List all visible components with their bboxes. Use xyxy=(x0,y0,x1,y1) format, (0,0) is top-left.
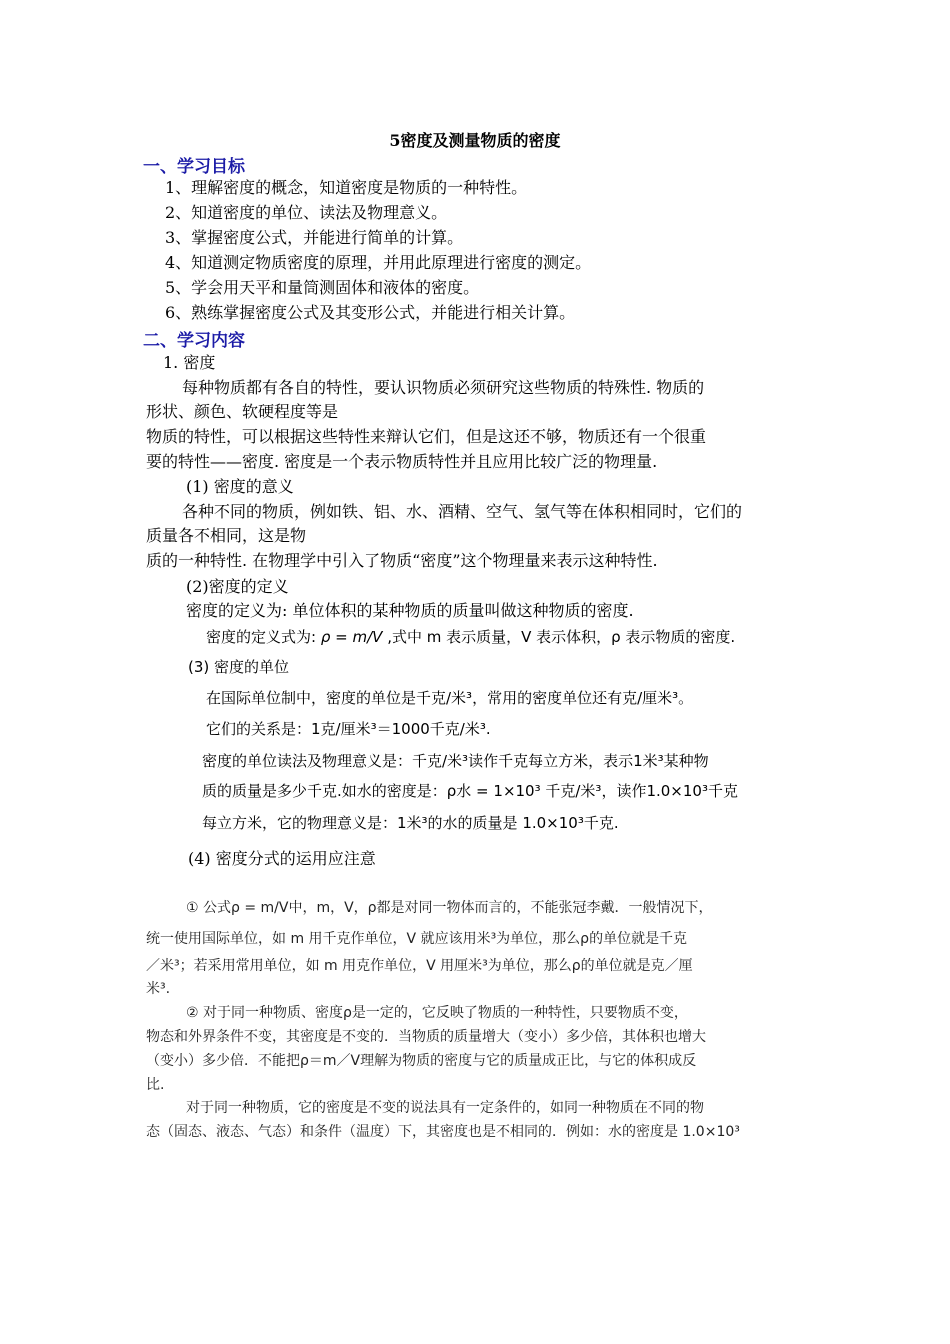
page-title: 5密度及测量物质的密度 xyxy=(389,131,561,150)
note-line: （变小）多少倍．不能把ρ＝m／V理解为物质的密度与它的质量成正比，与它的体积成反 xyxy=(146,1053,697,1069)
unit-line: 每立方米，它的物理意义是：1米³的水的质量是 1.0×10³千克. xyxy=(202,814,619,832)
section-heading-content: 二、学习内容 xyxy=(143,331,245,351)
note-line: ② 对于同一种物质、密度ρ是一定的，它反映了物质的一种特性，只要物质不变， xyxy=(186,1005,688,1021)
formula-prefix: 密度的定义式为: xyxy=(206,628,317,646)
note-line: 统一使用国际单位，如 m 用千克作单位，V 就应该用米³为单位，那么ρ的单位就是千克 xyxy=(146,931,688,947)
subsection-title: (2)密度的定义 xyxy=(186,577,289,596)
unit-line: 在国际单位制中，密度的单位是千克/米³，常用的密度单位还有克/厘米³。 xyxy=(206,689,694,707)
note-line: ／米³；若采用常用单位，如 m 用克作单位，V 用厘米³为单位，那么ρ的单位就是克／厘 xyxy=(146,958,693,974)
note-line: ① 公式ρ = m/V中，m，V，ρ都是对同一物体而言的，不能张冠李戴．一般情况下， xyxy=(186,900,713,916)
note-line: 对于同一种物质，它的密度是不变的说法具有一定条件的，如同一种物质在不同的物 xyxy=(186,1100,704,1116)
goal-item: 4、知道测定物质密度的原理，并用此原理进行密度的测定。 xyxy=(165,253,592,272)
unit-line: 它们的关系是：1克/厘米³＝1000千克/米³. xyxy=(206,720,491,738)
paragraph-line: 要的特性——密度. 密度是一个表示物质特性并且应用比较广泛的物理量. xyxy=(146,452,658,471)
section-heading-goals: 一、学习目标 xyxy=(143,157,245,177)
density-formula: ρ = m/V xyxy=(320,628,383,646)
paragraph-line: 每种物质都有各自的特性，要认识物质必须研究这些物质的特殊性. 物质的 xyxy=(182,378,705,397)
formula-suffix: ,式中 m 表示质量，V 表示体积，ρ 表示物质的密度. xyxy=(387,628,736,646)
paragraph-line: 质的一种特性. 在物理学中引入了物质“密度”这个物理量来表示这种特性. xyxy=(146,551,658,570)
unit-line: 质的质量是多少千克.如水的密度是：ρ水 = 1×10³ 千克/米³，读作1.0×10³千克 xyxy=(202,782,738,800)
definition-text: 密度的定义为: 单位体积的某种物质的质量叫做这种物质的密度. xyxy=(186,601,634,620)
note-line: 态（固态、液态、气态）和条件（温度）下，其密度也是不相同的．例如：水的密度是 1.0×10³ xyxy=(146,1124,740,1140)
subsection-title: 1. 密度 xyxy=(163,353,216,372)
note-line: 比. xyxy=(146,1077,165,1093)
paragraph-line: 质量各不相同，这是物 xyxy=(146,526,307,545)
subsection-title: (1) 密度的意义 xyxy=(186,477,294,496)
goal-item: 1、理解密度的概念，知道密度是物质的一种特性。 xyxy=(165,178,528,197)
subsection-title: (3) 密度的单位 xyxy=(188,658,290,676)
goal-item: 5、学会用天平和量筒测固体和液体的密度。 xyxy=(165,278,480,297)
paragraph-line: 物质的特性，可以根据这些特性来辩认它们，但是这还不够，物质还有一个很重 xyxy=(146,427,707,446)
unit-line: 密度的单位读法及物理意义是：千克/米³读作千克每立方米，表示1米³某种物 xyxy=(202,752,709,770)
paragraph-line: 各种不同的物质，例如铁、铝、水、酒精、空气、氢气等在体积相同时，它们的 xyxy=(182,502,743,521)
definition-formula-line xyxy=(206,626,735,648)
note-line: 物态和外界条件不变，其密度是不变的．当物质的质量增大（变小）多少倍，其体积也增大 xyxy=(146,1029,706,1045)
paragraph-line: 形状、颜色、软硬程度等是 xyxy=(146,402,339,421)
goal-item: 2、知道密度的单位、读法及物理意义。 xyxy=(165,203,448,222)
goal-item: 6、熟练掌握密度公式及其变形公式，并能进行相关计算。 xyxy=(165,303,576,322)
note-line: 米³. xyxy=(146,981,171,997)
subsection-title: (4) 密度分式的运用应注意 xyxy=(188,849,376,868)
goal-item: 3、掌握密度公式，并能进行简单的计算。 xyxy=(165,228,464,247)
